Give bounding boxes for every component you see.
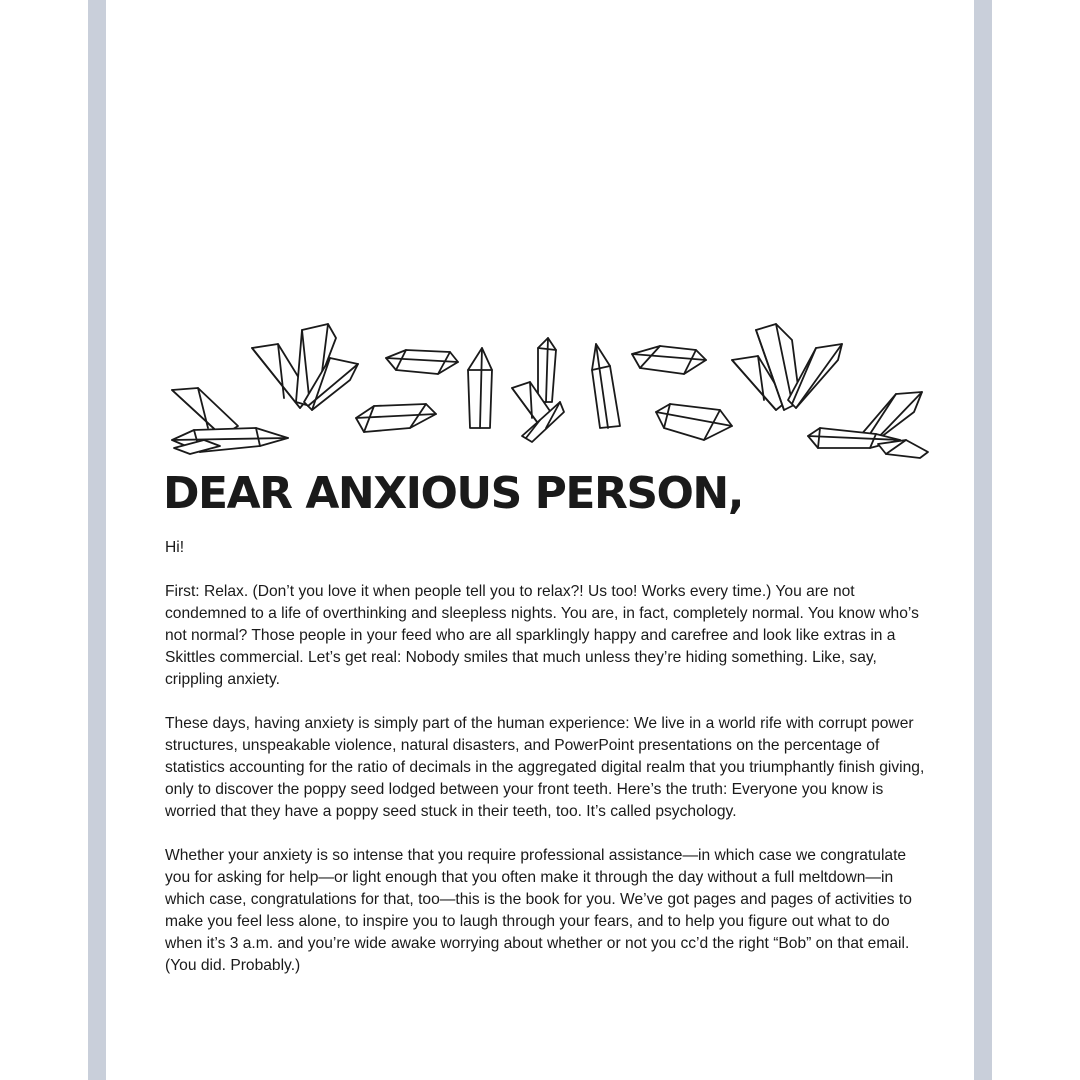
crystal-icon (656, 404, 732, 440)
crystal-cluster-icon (512, 338, 564, 442)
crystal-cluster-icon (732, 324, 842, 410)
greeting: Hi! (165, 539, 185, 556)
right-frame-bar (974, 0, 992, 1080)
letter-body (165, 537, 930, 999)
crystal-icon (386, 350, 458, 374)
crystal-icon (468, 348, 492, 428)
crystal-cluster-icon (172, 388, 288, 454)
crystal-icon (632, 346, 706, 374)
crystal-cluster-icon (252, 324, 358, 410)
crystal-cluster-icon (808, 392, 928, 458)
crystal-icon (356, 404, 436, 432)
crystals-garland-icon (160, 318, 930, 463)
left-frame-bar (88, 0, 106, 1080)
paragraph: First: Relax. (Don’t you love it when people tell you to relax?! Us too! Works every time.) You are not condemned to a life of overthinking and sleepless nights. You are, in fact, completely normal. You know who’s not normal? Those people in your feed who are all sparklingly happy and carefree and look like extras in a Skittles commercial. Let’s get real: Nobody smiles that much unless they’re hiding something. Like, say, crippling anxiety. (165, 583, 919, 688)
paragraph: These days, having anxiety is simply part of the human experience: We live in a world rife with corrupt power structures, unspeakable violence, natural disasters, and PowerPoint presentations on the percentage of statistics accounting for the ratio of decimals in the aggregated digital realm that you triumphantly finish giving, only to discover the poppy seed lodged between your front teeth. Here’s the truth: Everyone you know is worried that they have a poppy seed stuck in their teeth, too. It’s called psychology. (165, 715, 925, 820)
crystal-icon (592, 344, 620, 428)
paragraph: Whether your anxiety is so intense that you require professional assistance—in which case we congratulate you for asking for help—or light enough that you often make it through the day without a full meltdown—in which case, congratulations for that, too—this is the book for you. We’ve got pages and pages of activities to make you feel less alone, to inspire you to laugh through your fears, and to help you figure out what to do when it’s 3 a.m. and you’re wide awake worrying about whether or not you cc’d the right “Bob” on that email. (You did. Probably.) (165, 847, 912, 974)
letter-heading: DEAR ANXIOUS PERSON, (163, 468, 743, 519)
